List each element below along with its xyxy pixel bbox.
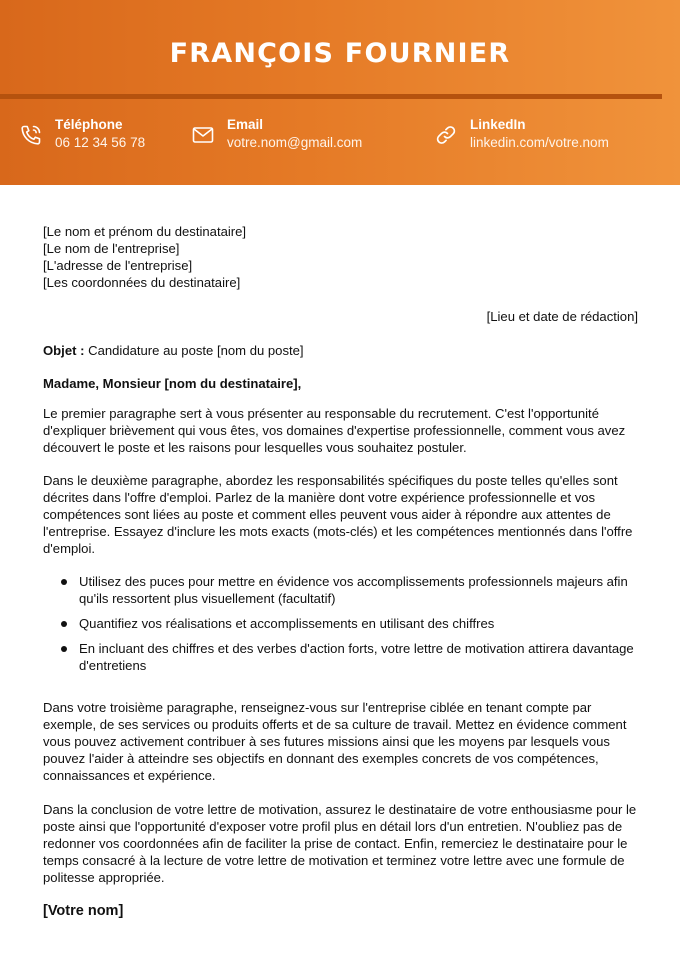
contact-linkedin xyxy=(434,117,664,157)
subject-label: Objet : xyxy=(43,343,85,358)
contact-phone-label: Téléphone xyxy=(55,117,123,132)
link-icon xyxy=(434,123,458,147)
subject-line xyxy=(43,342,638,359)
bullet-list xyxy=(43,573,638,674)
contact-email-value: votre.nom@gmail.com xyxy=(227,135,363,150)
contact-email xyxy=(191,117,421,157)
phone-icon xyxy=(19,123,43,147)
paragraph-3: Dans votre troisième paragraphe, renseignez-vous sur l'entreprise ciblée en tenant compte par exemple, de ses services ou produits offerts et de sa culture de travail. Mettez en évidence comment vous pouvez activement contribuer à ses futures missions ainsi que les moyens par lesquels vous pouvez l'aider à atteindre ses objectifs en donnant des exemples concrets de vos compétences, connaissances et expérience. xyxy=(43,700,627,783)
signature: [Votre nom] xyxy=(43,903,124,919)
contact-phone xyxy=(19,117,189,157)
mail-icon xyxy=(191,123,215,147)
recipient-contact: [Les coordonnées du destinataire] xyxy=(43,275,241,290)
header-banner xyxy=(0,0,680,185)
recipient-block xyxy=(43,223,638,291)
subject-text: Candidature au poste [nom du poste] xyxy=(84,343,304,358)
paragraph-4: Dans la conclusion de votre lettre de motivation, assurez le destinataire de votre enthousiasme pour le poste ainsi que l'opportunité d'exposer votre profil plus en détail lors d'un entretien. N'oubliez pas de redonner vos coordonnées afin de faciliter la prise de contact. Enfin, remerciez le destinataire pour le temps consacré à la lecture de votre lettre de motivation et terminez votre lettre avec une formule de politesse appropriée. xyxy=(43,802,637,885)
list-item: Utilisez des puces pour mettre en évidence vos accomplissements professionnels majeurs afin qu'ils ressortent plus visuellement (facultatif) xyxy=(43,573,638,607)
applicant-name: FRANÇOIS FOURNIER xyxy=(169,38,511,69)
letter-body xyxy=(43,223,638,920)
contact-linkedin-label: LinkedIn xyxy=(470,117,526,132)
recipient-name: [Le nom et prénom du destinataire] xyxy=(43,224,247,239)
list-item: En incluant des chiffres et des verbes d'action forts, votre lettre de motivation attirera davantage d'entretiens xyxy=(43,640,638,674)
paragraph-2: Dans le deuxième paragraphe, abordez les responsabilités spécifiques du poste telles qu'elles sont décrites dans l'offre d'emploi. Parlez de la manière dont votre expérience professionnelle et vos compétences sont liées au poste et comment elles peuvent vous aider à répondre aux attentes de l'entreprise. Essayez d'inclure les mots exacts (mots-clés) et les compétences mentionnés dans l'offre d'emploi. xyxy=(43,473,633,556)
greeting: Madame, Monsieur [nom du destinataire], xyxy=(43,376,302,391)
recipient-address: [L'adresse de l'entreprise] xyxy=(43,258,193,273)
place-date: [Lieu et date de rédaction] xyxy=(486,309,638,324)
contact-linkedin-value: linkedin.com/votre.nom xyxy=(470,135,609,150)
paragraph-1: Le premier paragraphe sert à vous présenter au responsable du recrutement. C'est l'opportunité d'expliquer brièvement qui vous êtes, vos domaines d'expertise professionnelle, comment vous avez découvert le poste et les raisons pour lesquelles vous souhaitez postuler. xyxy=(43,406,626,455)
contact-phone-value: 06 12 34 56 78 xyxy=(55,135,146,150)
header-divider xyxy=(0,94,662,99)
recipient-company: [Le nom de l'entreprise] xyxy=(43,241,180,256)
contact-email-label: Email xyxy=(227,117,264,132)
list-item: Quantifiez vos réalisations et accomplissements en utilisant des chiffres xyxy=(43,615,638,632)
